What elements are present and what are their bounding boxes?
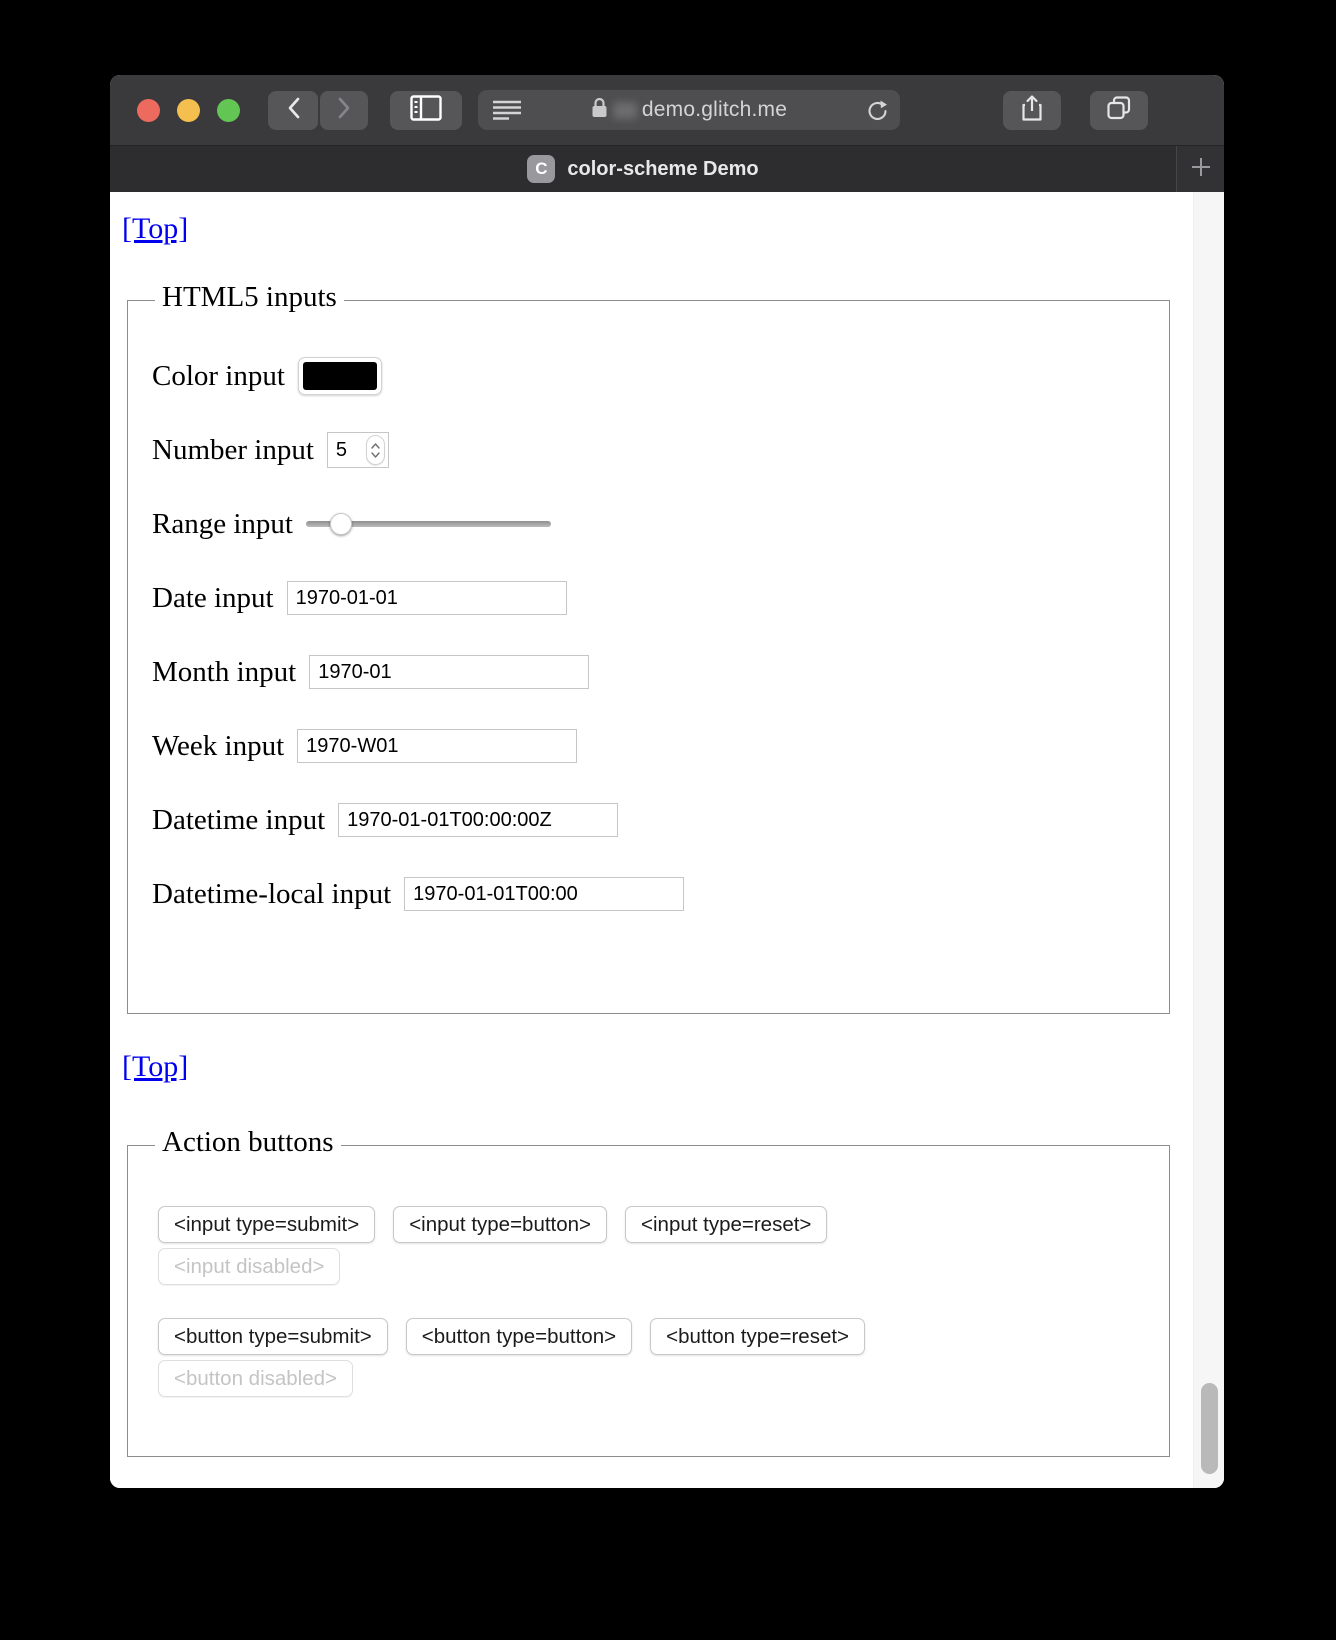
new-tab-button[interactable] <box>1176 146 1224 192</box>
minimize-button[interactable] <box>177 99 200 122</box>
input-submit-button[interactable]: <input type=submit> <box>158 1206 375 1243</box>
button-reset-button[interactable]: <button type=reset> <box>650 1318 865 1355</box>
top-link[interactable]: [Top] <box>122 1050 189 1083</box>
number-input-row <box>152 431 389 469</box>
tab-overview-button[interactable] <box>1090 91 1148 130</box>
range-input-row <box>152 505 551 543</box>
button-submit-button[interactable]: <button type=submit> <box>158 1318 388 1355</box>
lock-icon <box>591 97 608 123</box>
share-button[interactable] <box>1003 91 1061 130</box>
browser-window <box>110 75 1224 1488</box>
color-input[interactable] <box>298 357 382 395</box>
fieldset-legend: HTML5 inputs <box>155 281 344 314</box>
back-button[interactable] <box>268 91 318 130</box>
number-value: 5 <box>335 438 348 461</box>
datetime-input[interactable] <box>338 803 618 837</box>
date-input-row <box>152 579 567 617</box>
date-input-label: Date input <box>152 581 274 614</box>
refresh-button[interactable] <box>867 99 889 128</box>
input-reset-button[interactable]: <input type=reset> <box>625 1206 827 1243</box>
input-buttons-row <box>158 1206 827 1243</box>
tab-bar <box>110 145 1224 192</box>
page-content <box>110 192 1224 1488</box>
month-input[interactable] <box>309 655 589 689</box>
chevron-down-icon <box>371 452 380 458</box>
range-thumb[interactable] <box>330 513 352 535</box>
forward-button[interactable] <box>320 91 368 130</box>
scrollbar-thumb[interactable] <box>1201 1383 1218 1474</box>
date-input[interactable] <box>287 581 567 615</box>
week-input-label: Week input <box>152 729 285 762</box>
sidebar-icon <box>410 95 442 126</box>
favicon: C <box>527 155 555 183</box>
input-disabled-button: <input disabled> <box>158 1248 340 1285</box>
reader-mode-icon[interactable] <box>492 100 522 126</box>
button-buttons-row <box>158 1318 865 1355</box>
tabs-icon <box>1106 95 1132 126</box>
chevron-up-icon <box>371 443 380 449</box>
range-input[interactable] <box>306 512 551 536</box>
month-input-row <box>152 653 589 691</box>
datetime-input-label: Datetime input <box>152 803 326 836</box>
browser-toolbar <box>110 75 1224 145</box>
traffic-lights <box>137 99 240 122</box>
color-swatch <box>303 362 377 390</box>
datetime-input-row <box>152 801 618 839</box>
scrollbar-track[interactable] <box>1193 192 1224 1488</box>
button-disabled-row <box>158 1360 353 1397</box>
active-tab[interactable] <box>110 146 1176 192</box>
html5-inputs-fieldset <box>127 281 1170 1014</box>
sidebar-button[interactable] <box>390 91 462 130</box>
fieldset-legend: Action buttons <box>155 1126 341 1159</box>
datetime-local-input-label: Datetime-local input <box>152 877 392 910</box>
range-input-label: Range input <box>152 507 293 540</box>
url-text: demo.glitch.me <box>641 98 788 121</box>
plus-icon <box>1190 156 1212 183</box>
number-stepper[interactable] <box>366 435 385 465</box>
number-input-label: Number input <box>152 433 314 466</box>
input-disabled-row <box>158 1248 340 1285</box>
close-button[interactable] <box>137 99 160 122</box>
redacted-url-prefix <box>613 102 637 119</box>
week-input-row <box>152 727 577 765</box>
chevron-left-icon <box>286 96 301 125</box>
site-identity <box>591 97 787 123</box>
zoom-button[interactable] <box>217 99 240 122</box>
color-input-label: Color input <box>152 359 285 392</box>
week-input[interactable] <box>297 729 577 763</box>
tab-title: color-scheme Demo <box>567 157 759 180</box>
share-icon <box>1021 94 1043 127</box>
datetime-local-input-row <box>152 875 684 913</box>
address-bar[interactable] <box>478 90 900 130</box>
button-disabled-button: <button disabled> <box>158 1360 353 1397</box>
button-button-button[interactable]: <button type=button> <box>406 1318 632 1355</box>
chevron-right-icon <box>337 96 352 125</box>
action-buttons-fieldset <box>127 1126 1170 1457</box>
month-input-label: Month input <box>152 655 297 688</box>
number-input[interactable] <box>327 432 389 468</box>
top-link[interactable]: [Top] <box>122 212 189 245</box>
datetime-local-input[interactable] <box>404 877 684 911</box>
color-input-row <box>152 357 382 395</box>
input-button-button[interactable]: <input type=button> <box>393 1206 607 1243</box>
